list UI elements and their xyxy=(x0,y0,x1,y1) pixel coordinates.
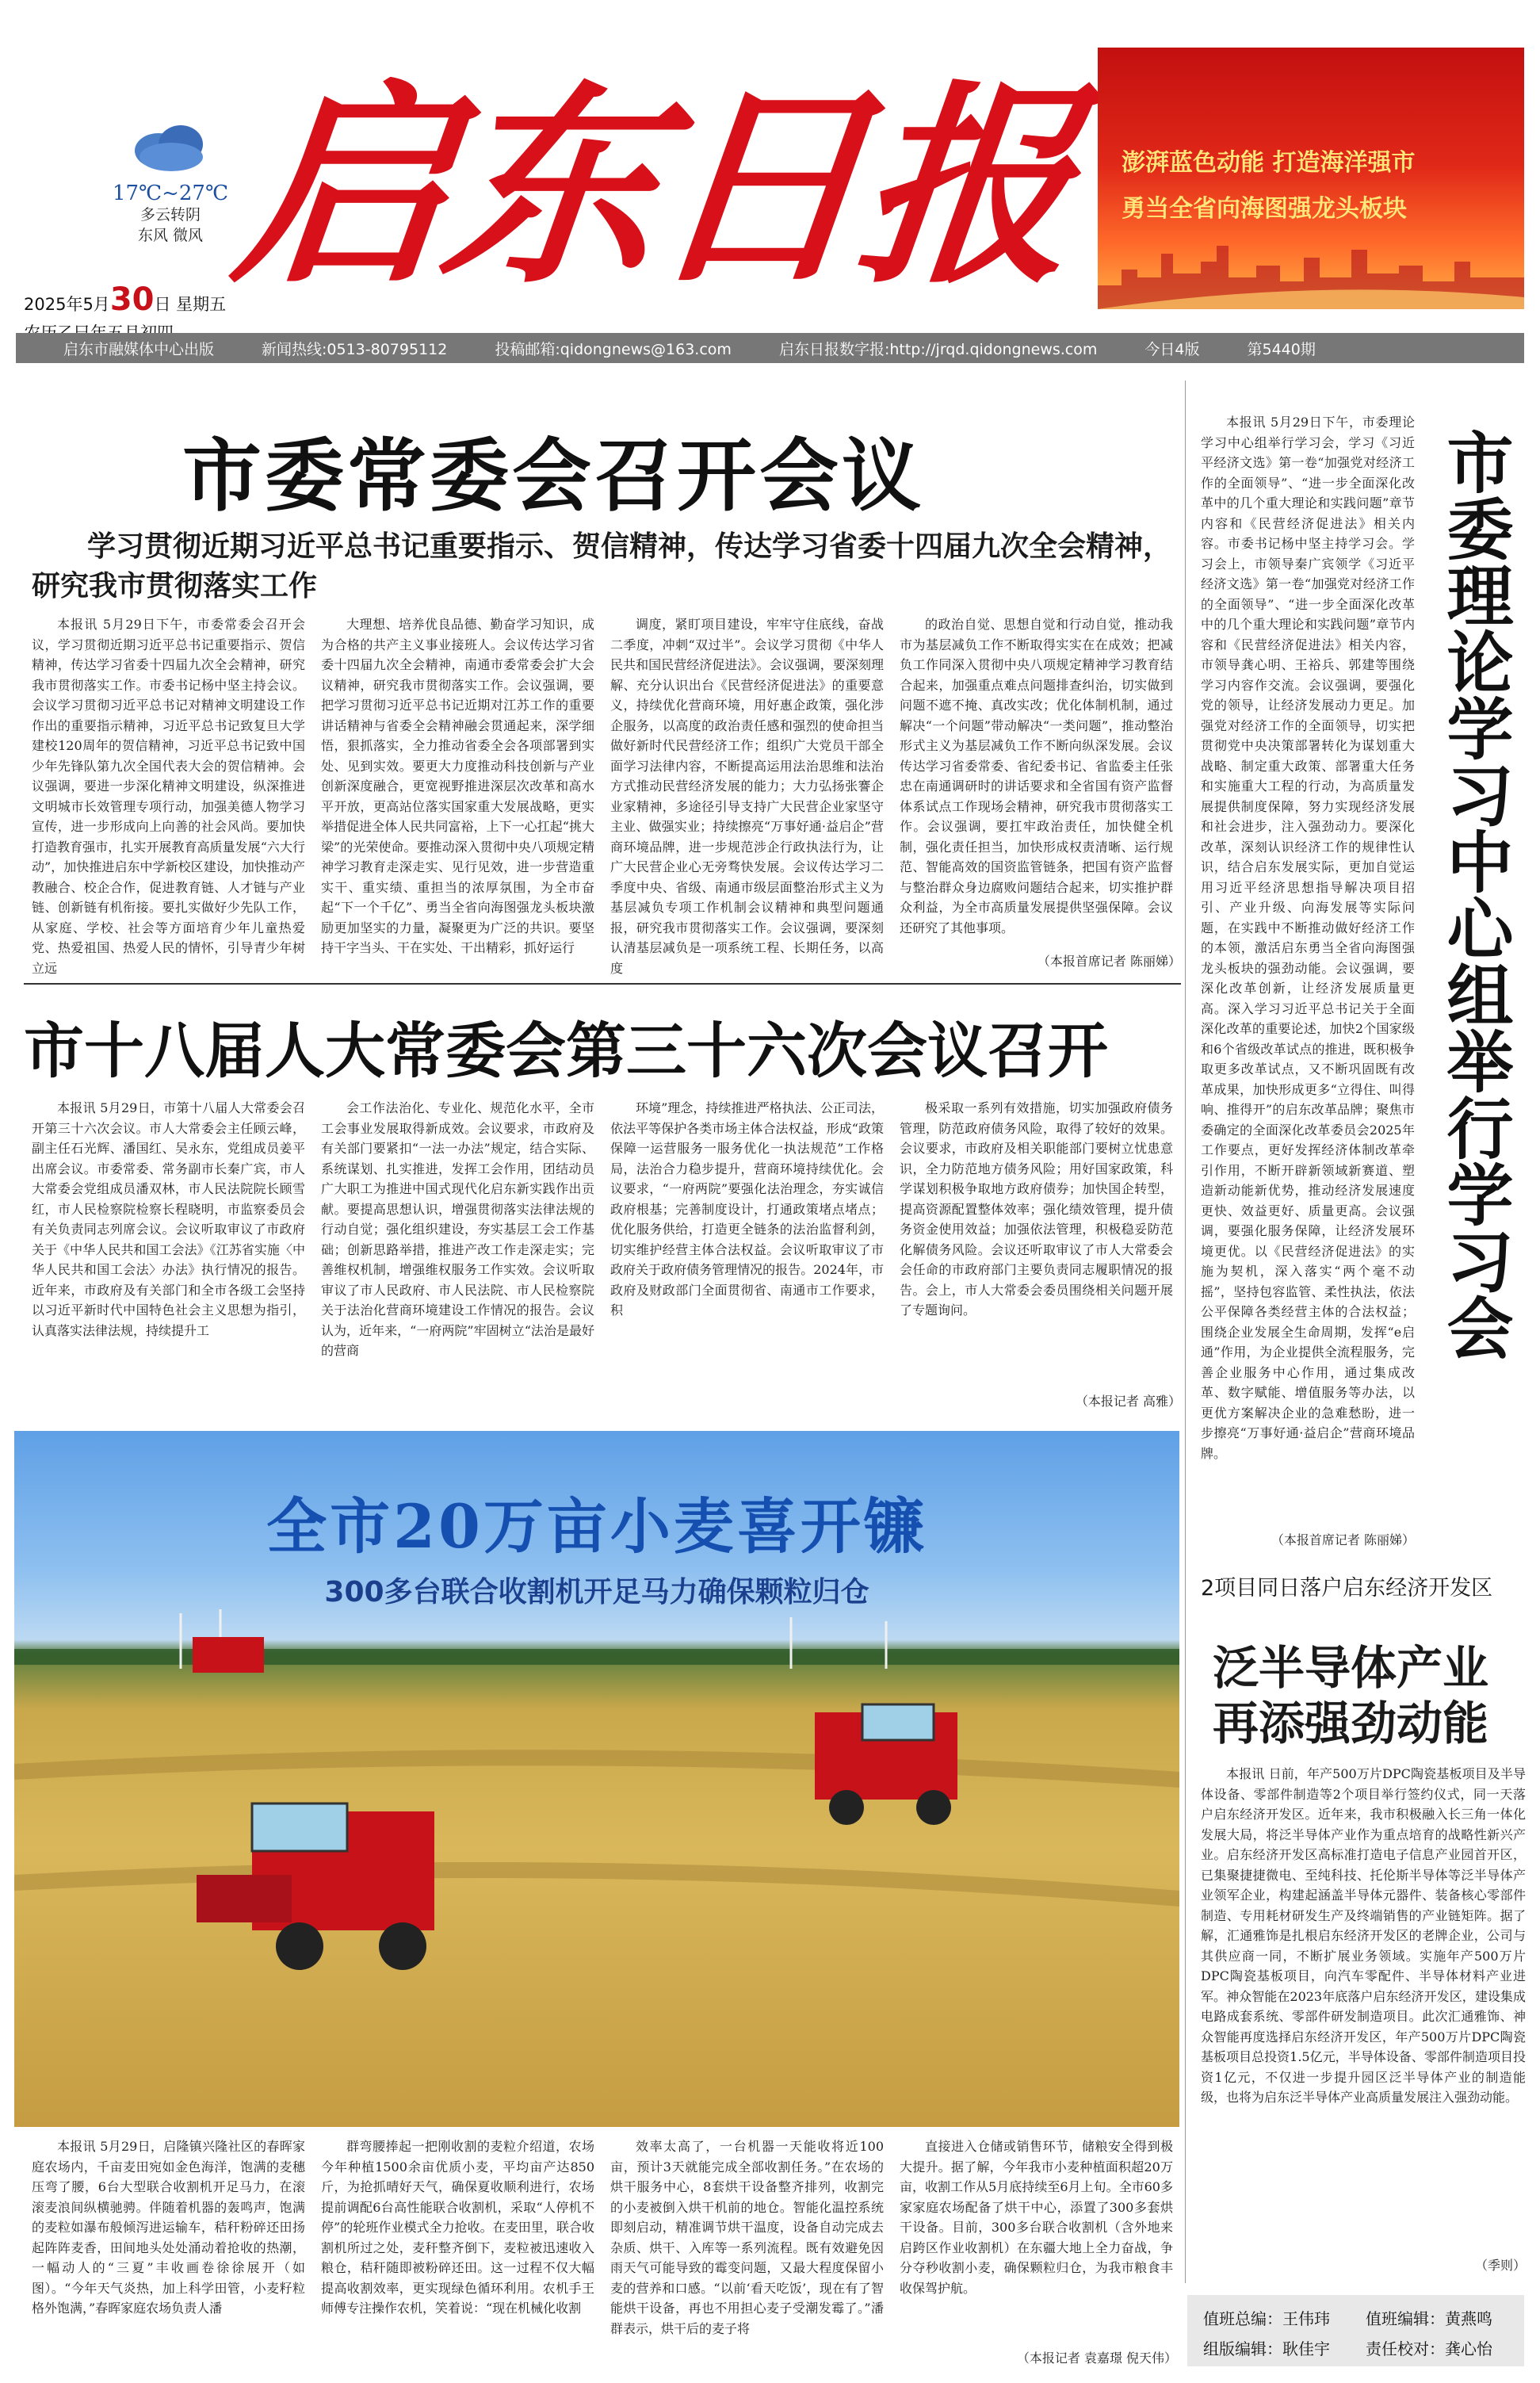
harvester-far xyxy=(815,1704,957,1825)
wind-desc: 东风 微风 xyxy=(137,226,204,244)
article3-col3: 效率太高了，一台机器一天能收将近100亩，预计3天就能完成全部收割任务。”在农场的烘干服务中心，8套烘干设备整齐排列，收割完的小麦被倒入烘干机前的地仓。智能化温控系统即刻启动，精准调节烘干温度，设备自动完成去杂质、烘干、入库等一系列流程。既有效避免因雨天气可能导致的霉变问题，又最大程度保留小麦的营养和口感。“以前‘看天吃饭’，现在有了智能烘干设备，再也不用担心麦子受潮发霉了。”潘群表示，烘干后的麦子将 xyxy=(610,2139,884,2336)
article5-title: 泛半导体产业再添强劲动能 xyxy=(1213,1641,1489,1750)
article1-col4: 的政治自觉、思想自觉和行动自觉，推动我市为基层减负工作不断取得实实在在成效；把减负工作同深入贯彻中央八项规定精神学习教育结合起来，加强重点难点问题排查纠治，切实做到问题不遮不掩、真改实改；优化体制机制，通过解决“一个问题”带动解决“一类问题”，推动整治形式主义为基层减负工作不断向纵深发展。会议传达学习省委常委、省纪委书记、省监委主任张忠在南通调研时的讲话要求和全省国有资产监督体系试点工作现场会精神，研究我市贯彻落实工作。会议强调，要扛牢政治责任，加快健全机制，强化责任担当，加快形成权责清晰、运行规范、智能高效的国资监管链条，把国有资产监督与整治群众身边腐败问题结合起来，切实推护群众利益，为全市高质量发展提供坚强保障。会议还研究了其他事项。 xyxy=(900,617,1173,935)
article2-col3: 环境”理念，持续推进严格执法、公正司法，依法平等保护各类市场主体合法权益，形成“政策保障一运营服务一服务优化一执法规范”工作格局，法治合力稳步提升，营商环境持续优化。会议要求，“一府两院”要强化法治理念，夯实诚信政府根基；完善制度设计，打通政策堵点堵点；优化服务供给，打造更全链条的法治监督利剑，切实维护经营主体合法权益。会议听取审议了市政府关于政府债务管理情况的报告。2024年，市政府及财政部门全面贯彻省、南通市工作要求，积 xyxy=(610,1100,884,1318)
city-skyline-graphic xyxy=(1098,230,1524,309)
article3-col2: 群弯腰捧起一把刚收割的麦粒介绍道，农场今年种植1500余亩优质小麦，平均亩产达850斤，为抢抓晴好天气，确保夏收顺利进行，农场提前调配6台高性能联合收割机，采取“人停机不停”的轮班作业模式全力抢收。在麦田里，联合收割机所过之处，麦秆整齐倒下，麦粒被迅速收入粮仓，秸秆随即被粉碎还田。这一过程不仅大幅提高收割效率，更实现绿色循环利用。农机手王师傅专注操作农机，笑着说：“现在机械化收割 xyxy=(321,2139,594,2316)
weather-block xyxy=(91,119,250,246)
email: 投稿邮箱:qidongnews@163.com xyxy=(495,340,732,358)
date-prefix: 2025年5月 xyxy=(24,295,110,314)
wheat-harvest-photo xyxy=(14,1431,1179,2127)
article1-col3: 调度，紧盯项目建设，牢牢守住底线，奋战二季度，冲刺“双过半”。会议学习贯彻《中华人民共和国民营经济促进法》。会议强调，要深刻理解、充分认识出台《民营经济促进法》的重要意义，持续优化营商环境，用好惠企政策，强化涉企服务，以高度的政治责任感和强烈的使命担当做好新时代民营经济工作；组织广大党员干部全面学习法律内容，不断提高运用法治思维和法治方式推动民营经济发展的能力；大力弘扬张謇企业家精神，多途径引导支持广大民营企业家坚守主业、做强实业；持续擦亮“万事好通·益启企”营商环境品牌，进一步规范涉企行政执法行为，让广大民营企业心无旁骛快发展。会议传达学习二季度中央、省级、南通市级层面整治形式主义为基层减负专项工作机制会议精神和典型问题通报，研究我市贯彻落实工作。会议强调，要深刻认清基层减负是一项系统工程、长期任务，以高度 xyxy=(610,617,884,976)
date-day: 30 xyxy=(109,281,155,318)
article2-col1: 本报讯 5月29日，市第十八届人大常委会召开第三十六次会议。市人大常委会主任顾云峰，副主任石光辉、潘国红、吴永东，党组成员姜平出席会议。市委常委、常务副市长秦广宾，市人大常委会党组成员潘双林，市人民法院院长顾雪红，市人民检察院检察长程晓明，市监察委员会有关负责同志列席会议。会议听取审议了市政府关于《中华人民共和国工会法》《江苏省实施〈中华人民共和国工会法〉办法》执行情况的报告。近年来，市政府及有关部门和全市各级工会坚持以习近平新时代中国特色社会主义思想为指引，认真落实法律法规，持续提升工 xyxy=(32,1100,305,1338)
column-divider xyxy=(1185,381,1186,2283)
article3-subtitle: 300多台联合收割机开足马力确保颗粒归仓 xyxy=(324,1576,869,1608)
proofreader: 责任校对：龚心怡 xyxy=(1366,2339,1492,2358)
info-bar xyxy=(16,333,1524,363)
article4-body: 本报讯 5月29日下午，市委理论学习中心组举行学习会，学习《习近平经济文选》第一卷“加强党对经济工作的全面领导”、“进一步全面深化改革中的几个重大理论和实践问题”章节内容和《民营经济促进法》相关内容。市委书记杨中坚主持学习会。学习会上，市领导秦广宾领学《习近平经济文选》第一卷“加强党对经济工作的全面领导”、“进一步全面深化改革中的几个重大理论和实践问题”章节内容和《民营经济促进法》相关内容，市领导龚心明、王裕兵、郭建等围绕学习内容作交流。会议强调，要强化党的领导，让经济发展动力更足。加强党对经济工作的全面领导，切实把贯彻党中央决策部署转化为谋划重大战略、制定重大政策、部署重大任务和实施重大工程的行动，为高质量发展提供制度保障，努力实现经济发展和社会进步，注入强劲动力。要深化改革，深刻认识经济工作的规律性认识，结合启东发展实际，更加自觉运用习近平经济思想指导解决项目招引、产业升级、向海发展等实际问题，在实践中不断推动做好经济工作的本领，激活启东勇当全省向海图强龙头板块的强劲动能。会议强调，要深化改革创新，让经济发展质量更高。深入学习习近平总书记关于全面深化改革的重要论述，加快2个国家级和6个省级改革试点的推进，既积极争取更多改革试点，又不断巩固既有改革成果，加快形成更多“立得住、叫得响、推得开”的启东改革品牌；聚焦市委确定的全面深化改革委员会2025年工作要点，更好发挥经济体制改革牵引作用，不断开辟新领域新赛道、塑造新动能新优势，推动经济发展速度更快、效益更好、质量更高。会议强调，要强化服务保障，让经济发展环境更优。以《民营经济促进法》的实施为契机，深入落实“两个毫不动摇”，坚持包容监管、柔性执法，依法公平保障各类经营主体的合法权益；围绕企业发展全生命周期，发挥“e启通”作用，为企业提供全流程服务，完善企业服务中心作用，通过集成改革、数字赋能、增值服务等办法，以更优方案解决企业的急难愁盼，进一步擦亮“万事好通·益启企”营商环境品牌。 xyxy=(1201,415,1415,1461)
article1-title: 市委常委会召开会议 xyxy=(182,430,924,522)
temperature: 17℃~27℃ xyxy=(112,182,229,205)
article2-title: 市十八届人大常委会第三十六次会议召开 xyxy=(24,1016,1108,1086)
article1-byline: （本报首席记者 陈丽娣） xyxy=(1037,954,1181,969)
banner-line-1: 澎湃蓝色动能 打造海洋强市 xyxy=(1122,149,1416,177)
article3-byline: （本报记者 袁嘉璟 倪天伟） xyxy=(1016,2350,1177,2366)
article4-title: 市委理论学习中心组举行学习会 xyxy=(1436,428,1514,1360)
duty-editor: 值班编辑：黄燕鸣 xyxy=(1366,2309,1492,2328)
article3-title: 全市20万亩小麦喜开镰 xyxy=(266,1491,927,1562)
article1-col1: 本报讯 5月29日下午，市委常委会召开会议，学习贯彻近期习近平总书记重要指示、贺信精神，传达学习省委十四届九次全会精神，研究我市贯彻落实工作。市委书记杨中坚主持会议。会议学习贯彻习近平总书记对精神文明建设工作作出的重要指示精神，习近平总书记致复旦大学建校120周年的贺信精神，习近平总书记致中国少年先锋队第九次全国代表大会的贺信精神。会议强调，要进一步深化精神文明建设，纵深推进文明城市长效管理专项行动，加强美德人物学习宣传，进一步形成向上向善的社会风尚。要加快打造教育强市，扎实开展教育高质量发展“六大行动”，加快推进启东中学新校区建设，加快推动产教融合、校企合作，促进教育链、人才链与产业链、创新链有机衔接。要扎实做好少先队工作，从家庭、学校、社会等方面培育少年儿童热爱党、热爱祖国、热爱人民的情怀，引导青少年树立远 xyxy=(32,617,305,976)
newspaper-logo: 启东日报 xyxy=(224,60,1082,312)
page-count: 今日4版 xyxy=(1144,340,1200,358)
issue-number: 第5440期 xyxy=(1247,340,1316,358)
article5-body: 本报讯 日前，年产500万片DPC陶瓷基板项目及半导体设备、零部件制造等2个项目举行签约仪式，同一天落户启东经济开发区。近年来，我市积极融入长三角一体化发展大局，将泛半导体产业作为重点培育的战略性新兴产业。启东经济开发区高标准打造电子信息产业园首开区，已集聚捷捷微电、至纯科技、托伦斯半导体等泛半导体产业领军企业，构建起涵盖半导体元器件、装备核心零部件制造、专用耗材研发生产及终端销售的产业链矩阵。据了解，汇通雅饰是扎根启东经济开发区的老牌企业，公司与其供应商一同，不断扩展业务领域。实施年产500万片DPC陶瓷基板项目，向汽车零配件、半导体材料产业进军。神众智能在2023年底落户启东经济开发区，建设集成电路成套系统、零部件研发制造项目。此次汇通雅饰、神众智能再度选择启东经济开发区，年产500万片DPC陶瓷基板项目总投资1.5亿元，半导体设备、零部件制造项目投资1亿元，不仅进一步提升园区泛半导体产业的制造能级，也将为启东泛半导体产业高质量发展注入强劲动能。 xyxy=(1201,1766,1526,2105)
divider xyxy=(24,983,1181,985)
article1-subtitle: 学习贯彻近期习近平总书记重要指示、贺信精神，传达学习省委十四届九次全会精神，研究我市贯彻落实工作 xyxy=(32,530,1172,603)
editorial-credits xyxy=(1187,2295,1524,2366)
harvester-distant xyxy=(193,1637,264,1673)
digital-paper-link[interactable]: 启东日报数字报:http://jrqd.qidongnews.com xyxy=(778,340,1098,358)
article2-byline: （本报记者 高雅） xyxy=(1075,1394,1181,1409)
article2-col2: 会工作法治化、专业化、规范化水平，全市工会事业发展取得新成效。会议要求，市政府及有关部门要紧扣“一法一办法”规定，结合实际、系统谋划、扎实推进，发挥工会作用，团结动员广大职工为推进中国式现代化启东新实践作出贡献。要提高思想认识，增强贯彻落实法律法规的行动自觉；强化组织建设，夯实基层工会工作基础；创新思路举措，推进产改工作走深走实；完善维权机制，增强维权服务工作实效。会议听取审议了市人民政府、市人民法院、市人民检察院关于法治化营商环境建设工作情况的报告。会议认为，近年来，“一府两院”牢固树立“法治是最好的营商 xyxy=(321,1100,594,1358)
article3-col1: 本报讯 5月29日，启隆镇兴隆社区的春晖家庭农场内，千亩麦田宛如金色海洋，饱满的麦穗压弯了腰，6台大型联合收割机开足马力，在滚滚麦浪间纵横驰骋。伴随着机器的轰鸣声，饱满的麦粒如瀑布般倾泻进运输车，秸秆粉碎还田扬起阵阵麦香，田间地头处处涌动着抢收的热潮，一幅动人的“三夏”丰收画卷徐徐展开（如图）。“今年天气炎热，加上科学田管，小麦籽粒格外饱满，”春晖家庭农场负责人潘 xyxy=(32,2139,305,2316)
layout-editor: 组版编辑：耿佳宇 xyxy=(1203,2339,1330,2358)
harvester-near xyxy=(197,1804,434,1970)
article3-col4: 直接进入仓储或销售环节，储粮安全得到极大提升。据了解，今年我市小麦种植面积超20万亩，收割工作从5月底持续至6月上旬。全市60多家家庭农场配备了烘干中心，添置了300多套烘干设备。目前，300多台联合收割机（含外地来启跨区作业收割机）在东疆大地上全力奋战，争分夺秒收割小麦，确保颗粒归仓，为我市粮食丰收保驾护航。 xyxy=(900,2139,1173,2296)
hotline: 新闻热线:0513-80795112 xyxy=(262,340,448,358)
cloudy-weather-icon xyxy=(127,119,214,174)
date-suffix: 日 星期五 xyxy=(154,295,227,314)
slogan-banner xyxy=(1098,48,1524,309)
harvest-scene-graphic xyxy=(14,1431,1179,2127)
duty-chief: 值班总编：王伟玮 xyxy=(1203,2309,1330,2328)
weather-desc: 多云转阴 xyxy=(139,206,201,224)
article4-byline: （本报首席记者 陈丽娣） xyxy=(1271,1532,1415,1547)
article5-kicker: 2项目同日落户启东经济开发区 xyxy=(1201,1576,1493,1601)
banner-line-2: 勇当全省向海图强龙头板块 xyxy=(1122,195,1407,223)
article1-col2: 大理想、培养优良品德、勤奋学习知识，成为合格的共产主义事业接班人。会议传达学习省委十四届九次全会精神，南通市委常委会扩大会议精神，研究我市贯彻落实工作。会议强调，要把学习贯彻习近平总书记近期对江苏工作的重要讲话精神与省委全会精神融会贯通起来，深学细悟，狠抓落实，全力推动省委全会各项部署到实处、见到实效。要更大力度推动科技创新与产业创新深度融合，更宽视野推进深层次改革和高水平开放，更高站位落实国家重大发展战略，更实举措促进全体人民共同富裕，上下一心扛起“挑大梁”的光荣使命。要推动深入贯彻中央八项规定精神学习教育走深走实、见行见效，进一步营造重实干、重实绩、重担当的浓厚氛围，为全市奋起“下一个千亿”、勇当全省向海图强龙头板块激励更加坚实的力量，凝聚更为广泛的共识。要坚持干字当头、干在实处、干出精彩，抓好运行 xyxy=(321,617,594,955)
publisher: 启东市融媒体中心出版 xyxy=(63,340,215,358)
article2-col4: 极采取一系列有效措施，切实加强政府债务管理，防范政府债务风险，取得了较好的效果。会议要求，市政府及相关职能部门要树立忧患意识，全力防范地方债务风险；用好国家政策，科学谋划积极争取地方政府债券；加快国企转型，提高资源配置整体效率；强化绩效管理，提升债务资金使用效益；加强依法管理，积极稳妥防范化解债务风险。会议还听取审议了市人大常委会会任命的市政府部门主要负责同志履职情况的报告。会上，市人大常委会委员围绕相关问题开展了专题询问。 xyxy=(900,1100,1173,1318)
article5-byline: （季则） xyxy=(1474,2258,1526,2273)
